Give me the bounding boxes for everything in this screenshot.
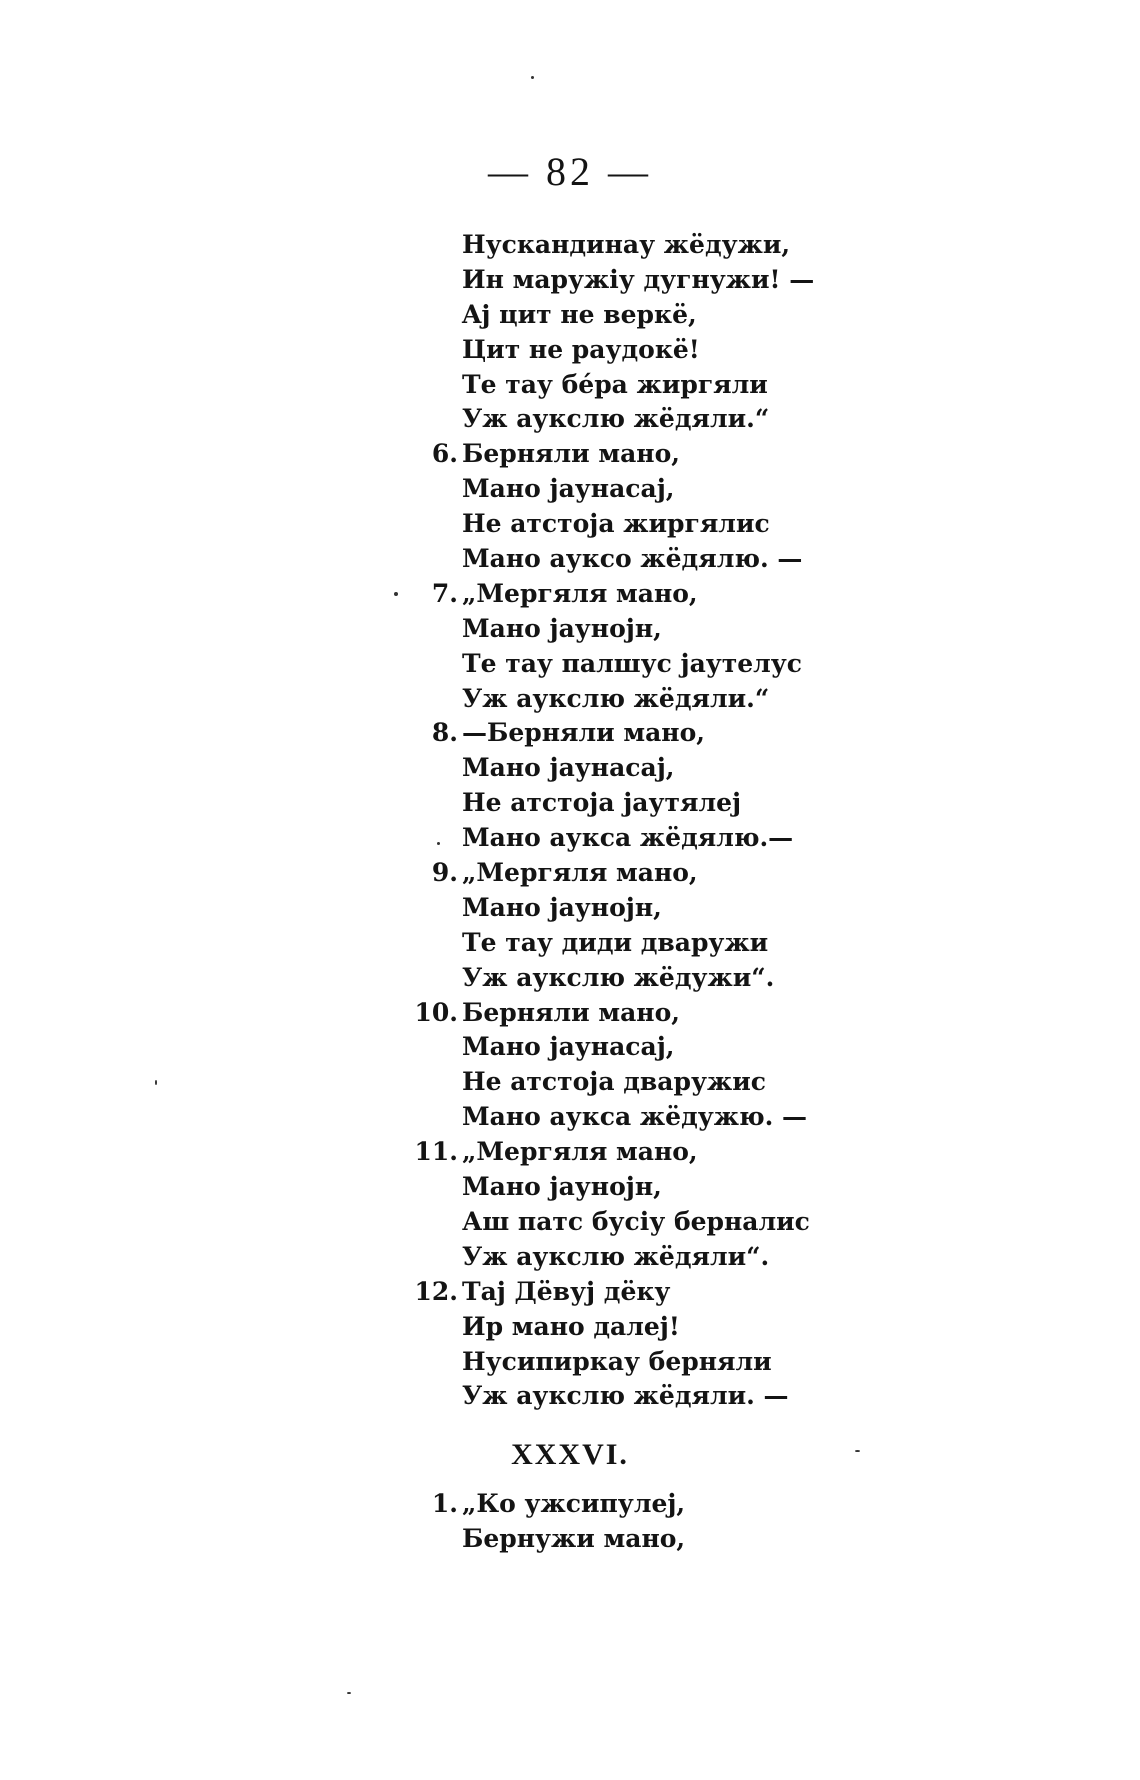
verse-text: Нускандинау жёдужи, bbox=[462, 230, 791, 259]
verse-text: Уж аукслю жёдяли. — bbox=[462, 1381, 789, 1411]
verse-text: Берняли мано, bbox=[462, 997, 680, 1027]
verse-text: Ир мано далеј! bbox=[462, 1311, 680, 1341]
verse-line bbox=[0, 1240, 1140, 1275]
verse-line bbox=[0, 751, 1140, 786]
verse-line bbox=[0, 542, 1140, 577]
verse-text: „Мергяля мано, bbox=[462, 578, 698, 608]
verse-line bbox=[0, 786, 1140, 821]
section-heading: XXXVI. bbox=[511, 1438, 629, 1471]
verse-line bbox=[0, 961, 1140, 996]
verse-line bbox=[0, 1205, 1140, 1240]
verse-line bbox=[0, 368, 1140, 403]
stanza-number: 1. bbox=[431, 1489, 458, 1518]
verse-text: „Мергяля мано, bbox=[462, 1137, 698, 1167]
verse-text: Уж аукслю жёдяли.“ bbox=[462, 683, 770, 713]
verse-line bbox=[0, 1345, 1140, 1380]
verse-text: Мано аукса жёдужю. — bbox=[462, 1102, 808, 1132]
verse-text: Тај Дёвуј дёку bbox=[462, 1276, 671, 1306]
verse-line bbox=[0, 472, 1140, 507]
scan-speck bbox=[394, 592, 398, 596]
verse-text: Не атстоја жиргялис bbox=[462, 509, 770, 539]
verse-text: Ин маружіу дугнужи! — bbox=[462, 264, 815, 294]
verse-line bbox=[0, 1310, 1140, 1345]
stanza-number: 10. bbox=[414, 997, 458, 1027]
verse-text: Бернужи мано, bbox=[462, 1523, 686, 1553]
verse-line bbox=[0, 1379, 1140, 1414]
stanza-number: 7. bbox=[431, 578, 458, 608]
verse-line bbox=[0, 612, 1140, 647]
verse-line bbox=[0, 647, 1140, 682]
page-number: — 82 — bbox=[488, 149, 652, 194]
verse-text: Мано јаунасај, bbox=[462, 753, 675, 783]
verse-text: Те тау бéра жиргяли bbox=[462, 369, 768, 399]
verse-line bbox=[0, 507, 1140, 542]
stanza-number: 11. bbox=[414, 1137, 458, 1167]
verse-text: Те тау диди дваружи bbox=[462, 927, 769, 957]
verse-line bbox=[0, 228, 1140, 263]
verse-line bbox=[0, 437, 1140, 472]
verse-line bbox=[0, 821, 1140, 856]
stanza-number: 9. bbox=[431, 858, 458, 888]
stanza-number: 6. bbox=[431, 439, 458, 469]
verse-line bbox=[0, 1030, 1140, 1065]
verse-text: Аш патс бусіу берналис bbox=[462, 1206, 810, 1236]
verse-line bbox=[0, 1522, 1140, 1557]
verse-text: Уж аукслю жёдяли.“ bbox=[462, 404, 770, 434]
section-verse-block bbox=[0, 1487, 1140, 1557]
verse-text: Мано јаунасај, bbox=[462, 474, 675, 504]
verse-line bbox=[0, 891, 1140, 926]
verse-text: Мано јаунојн, bbox=[462, 892, 662, 922]
verse-text: Aj цит не веркё, bbox=[462, 299, 697, 329]
verse-line bbox=[0, 996, 1140, 1031]
verse-line bbox=[0, 1275, 1140, 1310]
verse-line bbox=[0, 1170, 1140, 1205]
poem-verse-block bbox=[0, 228, 1140, 1414]
verse-text: Не атстоја јаутялеј bbox=[462, 788, 742, 818]
verse-text: —Берняли мано, bbox=[462, 718, 705, 748]
scan-speck bbox=[855, 1450, 860, 1452]
verse-line bbox=[0, 926, 1140, 961]
verse-line bbox=[0, 682, 1140, 717]
verse-text: Мано јаунојн, bbox=[462, 613, 662, 643]
scan-speck bbox=[531, 76, 534, 79]
verse-text: Уж аукслю жёдяли“. bbox=[462, 1241, 770, 1271]
verse-line bbox=[0, 402, 1140, 437]
verse-text: Нусипиркау берняли bbox=[462, 1346, 772, 1376]
verse-line bbox=[0, 298, 1140, 333]
scan-speck bbox=[437, 842, 440, 845]
verse-text: Уж аукслю жёдужи“. bbox=[462, 962, 775, 992]
verse-line bbox=[0, 716, 1140, 751]
verse-text: Мано ауксо жёдялю. — bbox=[462, 544, 803, 574]
verse-line bbox=[0, 263, 1140, 298]
verse-text: „Мергяля мано, bbox=[462, 858, 698, 888]
verse-line bbox=[0, 1100, 1140, 1135]
scan-speck bbox=[347, 1692, 351, 1694]
verse-text: Цит не раудокё! bbox=[462, 334, 700, 364]
verse-line bbox=[0, 1065, 1140, 1100]
verse-text: „Ко ужсипулеј, bbox=[462, 1489, 686, 1518]
verse-text: Мано јаунасај, bbox=[462, 1032, 675, 1062]
verse-text: Не атстоја дваружис bbox=[462, 1067, 766, 1097]
verse-line bbox=[0, 1487, 1140, 1522]
verse-text: Мано аукса жёдялю.— bbox=[462, 823, 794, 853]
verse-text: Те тау палшус јаутелус bbox=[462, 648, 803, 678]
verse-line bbox=[0, 333, 1140, 368]
verse-text: Берняли мано, bbox=[462, 439, 680, 469]
stanza-number: 8. bbox=[431, 718, 458, 748]
verse-line bbox=[0, 577, 1140, 612]
verse-line bbox=[0, 856, 1140, 891]
scan-speck bbox=[155, 1080, 157, 1085]
verse-text: Мано јаунојн, bbox=[462, 1172, 662, 1202]
verse-line bbox=[0, 1135, 1140, 1170]
stanza-number: 12. bbox=[414, 1276, 458, 1306]
